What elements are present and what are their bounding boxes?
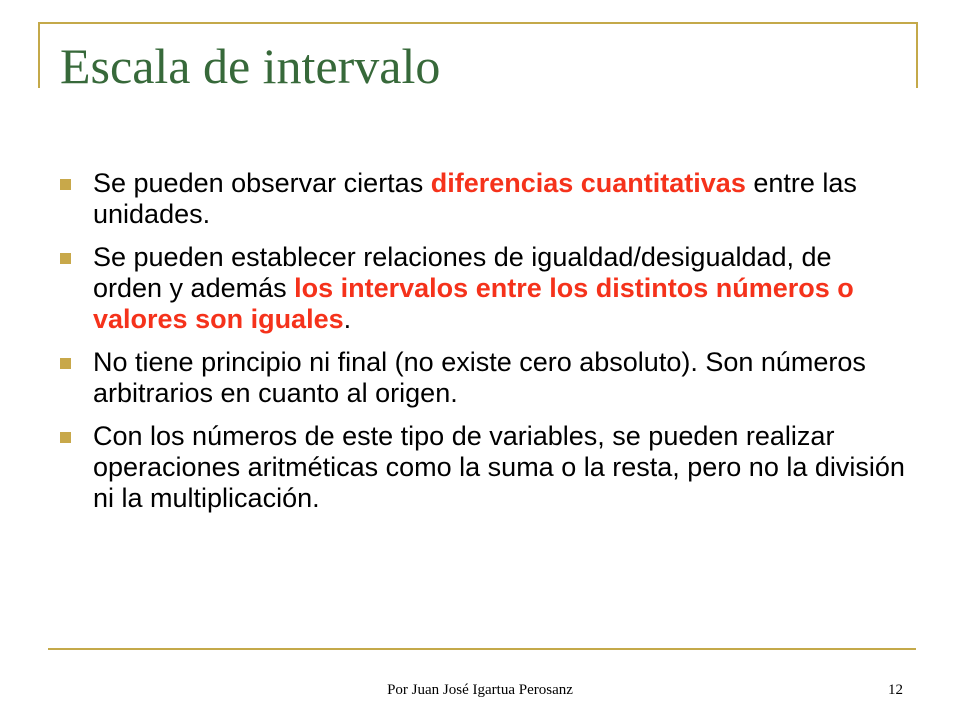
bullet-item	[60, 242, 905, 335]
bullet-text: Se pueden establecer relaciones de igualdad/desigualdad, de orden y además	[93, 242, 832, 303]
title-frame-right-rule	[916, 22, 918, 88]
bullet-text: No tiene principio ni final (no existe cero absoluto). Son números arbitrarios en cuanto al origen.	[93, 347, 866, 408]
square-bullet-icon	[60, 358, 71, 369]
title-frame-left-rule	[38, 22, 40, 88]
title-frame-top-rule	[38, 22, 918, 24]
square-bullet-icon	[60, 432, 71, 443]
bullet-text: .	[343, 304, 352, 334]
bullet-emphasis: los intervalos entre los distintos números o valores son iguales	[93, 273, 854, 334]
bullet-item	[60, 421, 905, 514]
bullet-text: Con los números de este tipo de variables, se pueden realizar operaciones aritméticas como la suma o la resta, pero no la división ni la multiplicación.	[93, 421, 905, 513]
footer-author: Por Juan José Igartua Perosanz	[387, 682, 573, 698]
square-bullet-icon	[60, 253, 71, 264]
footer-rule	[48, 648, 916, 650]
bullet-text: entre las unidades.	[93, 168, 857, 229]
bullet-emphasis: diferencias cuantitativas	[430, 168, 746, 198]
bullet-item	[60, 168, 905, 230]
bullet-item	[60, 347, 905, 409]
bullet-text: Se pueden observar ciertas	[93, 168, 431, 198]
page-number: 12	[888, 682, 903, 698]
slide-title: Escala de intervalo	[60, 38, 441, 94]
square-bullet-icon	[60, 179, 71, 190]
bullet-list	[60, 168, 905, 526]
